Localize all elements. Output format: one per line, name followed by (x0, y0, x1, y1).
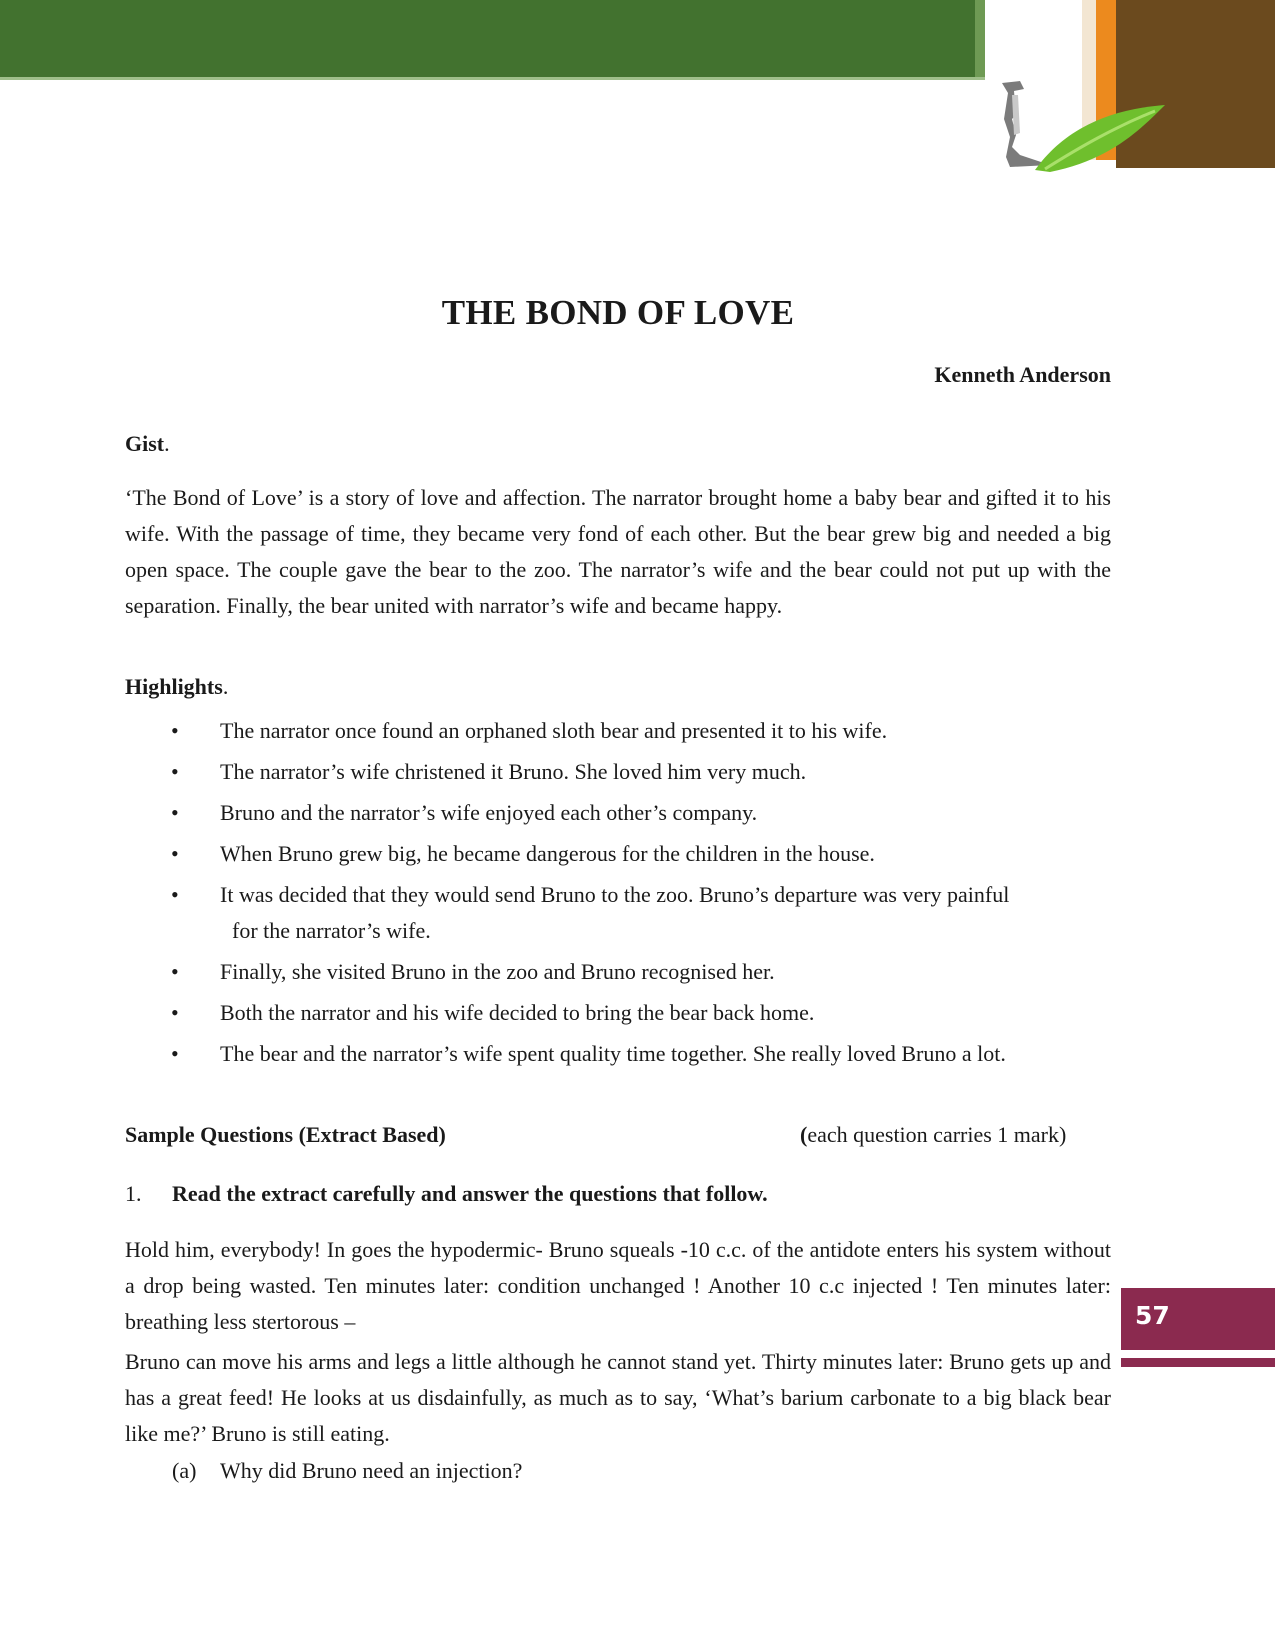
list-item-text-continued: for the narrator’s wife. (232, 918, 431, 943)
list-item-text: The bear and the narrator’s wife spent quality time together. She really loved Bruno a lot. (220, 1041, 1006, 1066)
gist-heading: Gist. (125, 431, 170, 456)
page-tab-underline (1121, 1358, 1275, 1367)
extract-paragraph-2: Bruno can move his arms and legs a little although he cannot stand yet. Thirty minutes later: Bruno gets up and has a great feed! He looks at us disdainfully, as much as to say, ‘What’s barium carbonate to a big black bear like me?’ Bruno is still eating. (125, 1349, 1111, 1446)
page-number: 57 (1135, 1301, 1170, 1330)
list-item: • Finally, she visited Bruno in the zoo and Bruno recognised her. (171, 959, 775, 984)
header-rule (0, 77, 985, 80)
list-item-text: The narrator’s wife christened it Bruno. She loved him very much. (220, 759, 807, 784)
list-item-text: The narrator once found an orphaned sloth bear and presented it to his wife. (220, 718, 888, 743)
question-number: 1. (125, 1181, 142, 1206)
marks-note (800, 1122, 1066, 1148)
gist-heading-label: Gist (125, 431, 165, 456)
list-item-text: When Bruno grew big, he became dangerous for the children in the house. (220, 841, 875, 866)
list-item: • The narrator’s wife christened it Bruno. She loved him very much. (171, 759, 807, 784)
sample-questions-heading: Sample Questions (Extract Based) (125, 1122, 446, 1147)
highlights-list (125, 713, 1111, 1077)
marks-note-paren: ( (800, 1122, 808, 1147)
list-item: • When Bruno grew big, he became dangerous for the children in the house. (171, 841, 875, 866)
highlights-heading-label: Highlights (125, 674, 223, 699)
sub-question-text: Why did Bruno need an injection? (220, 1458, 523, 1483)
author-name: Kenneth Anderson (934, 362, 1111, 387)
gist-paragraph: ‘The Bond of Love’ is a story of love and affection. The narrator brought home a baby bear and gifted it to his wife. With the passage of time, they became very fond of each other. But the bear grew big and needed a big open space. The couple gave the bear to the zoo. The narrator’s wife and the bear could not put up with the separation. Finally, the bear united with narrator’s wife and became happy. (125, 485, 1111, 618)
list-item: • The bear and the narrator’s wife spent quality time together. She really loved Bruno a lot. (171, 1041, 1006, 1066)
question-instruction: Read the extract carefully and answer the questions that follow. (172, 1181, 768, 1206)
highlights-heading: Highlights. (125, 674, 229, 699)
header-green-bar (0, 0, 985, 77)
pen-leaf-icon (990, 75, 1170, 175)
list-item-text: It was decided that they would send Bruno to the zoo. Bruno’s departure was very painful (220, 882, 1010, 907)
list-item: • The narrator once found an orphaned sloth bear and presented it to his wife. (171, 718, 888, 743)
list-item: • It was decided that they would send Bruno to the zoo. Bruno’s departure was very painful for the narrator’s wife. (125, 877, 1111, 949)
list-item-text: Both the narrator and his wife decided to bring the bear back home. (220, 1000, 815, 1025)
list-item: • Both the narrator and his wife decided to bring the bear back home. (171, 1000, 815, 1025)
page-number-tab (1121, 1288, 1275, 1350)
marks-note-text: each question carries 1 mark) (807, 1122, 1067, 1147)
extract-paragraph-1: Hold him, everybody! In goes the hypodermic- Bruno squeals -10 c.c. of the antidote enters his system without a drop being wasted. Ten minutes later: condition unchanged ! Another 10 c.c injected ! Ten minutes later: breathing less stertorous – (125, 1237, 1111, 1334)
list-item-text: Bruno and the narrator’s wife enjoyed each other’s company. (220, 800, 758, 825)
list-item: • Bruno and the narrator’s wife enjoyed each other’s company. (171, 800, 758, 825)
page-title: THE BOND OF LOVE (441, 293, 795, 332)
sub-question (172, 1458, 522, 1484)
header-green-bar-end (975, 0, 985, 77)
list-item-text: Finally, she visited Bruno in the zoo and Bruno recognised her. (220, 959, 775, 984)
sub-question-label: (a) (172, 1458, 197, 1483)
